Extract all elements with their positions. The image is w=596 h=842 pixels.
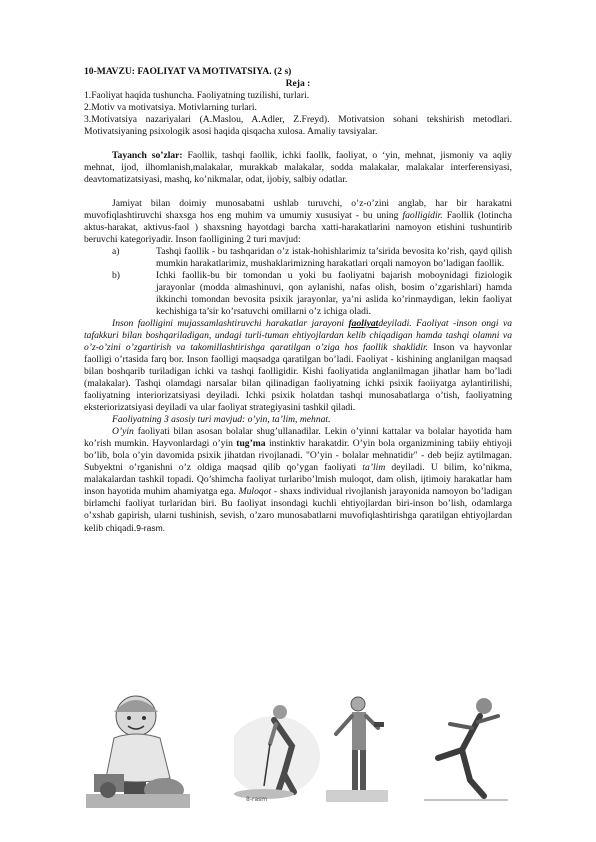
figures-row [84, 694, 512, 812]
paragraph-italic: faolligidir. [402, 210, 443, 221]
paragraph-italic: Inson faolligini mujassamlashtiruvchi harakatlar jarayoni [112, 318, 349, 329]
type-label: b) [112, 270, 120, 281]
page-title: 10-MAVZU: FAOLIYAT VA MOTIVATSIYA. (2 s) [84, 66, 292, 77]
golfer-image [234, 694, 324, 804]
paragraph-types: Faoliyatning 3 asosiy turi mavjud: o’yin, ta’lim, mehnat. [112, 414, 331, 425]
paragraph-text: Inson va hayvonlar faolligi o’rtasida farq bor. Inson faolligi maqsadga qaratilgan bo’ladi. Faoliyat - kishining anglanilgan maqsad bilan boshqarib turiladigan ichki va tashqi faolligidir. Kishi faoliyatida anglanilmagan jihatlar ham bo’ladi (malakalar). Tashqi olamdagi narsalar bilan qilinadigan faoliyatning ichki psixik faoiiyatga aylantirilishi, faoliyatning interiorizatsiyasi deyiladi. Ichki psixik holatdan tashqi munosabatlarga o’tish, faoliyatning eksteriorizatsiyasi deyiladi va ular faoliyat strategiyasini tashkil qiladi. [84, 342, 513, 413]
baby-playing-image [84, 694, 196, 812]
paragraph-italic: Muloqot [238, 486, 272, 497]
worker-image [324, 694, 394, 806]
term-faoliyat: faoliyat [348, 318, 379, 329]
plan-item-3: 3.Motivatsiya nazariyalari (A.Maslou, A.Adler, Z.Freyd). Motivatsion sohani tekshirish metodlari. Motivatsiyaning psixologik asosi haqida qisqacha xulosa. Amaliy tavsiyalar. [84, 114, 512, 137]
paragraph-play [84, 426, 512, 535]
key-words-label: Tayanch so’zlar: [112, 150, 183, 161]
paragraph-text: Faollik (lotincha aktus-harakat, aktivus-faol ) shaxsning hayotdagi barcha xatti-harakatlarini namoyon etishini tushuntirib beruvchi kategoriyadir. Inson faolligining 2 turi mavjud: [84, 210, 512, 245]
plan-item-2: 2.Motiv va motivatsiya. Motivlarning turlari. [84, 102, 257, 113]
paragraph-text: deyiladi. U bilim, ko’nikma, malakalardan tashkil topadi. Qo’shimcha faoliyat turlaribo’lmish muloqot, dam olish, ijtimoiy harakatlar ham inson hayotida muhim ahamiyatga ega. [84, 462, 512, 497]
paragraph-italic: deyiladi. Faoliyat -inson ongi va tafakkuri bilan boshqariladigan, undagi turli-tuman ehtiyojlardan kelib chiqadigan hamda tashqi olamni va o’z-o’zini o’zgartirish va takomillashtirishga qaratilgan o’ziga hos faollik shaklidir. [84, 318, 512, 353]
paragraph-text: - shaxs individual rivojlanish jarayonida namoyon bo’ladigan birlamchi faoliyat turlaridan biri. Bu faoliyat insondagi kuchli ehtiyojlardan biri-inson bo’lish, odamlarga o’xshab gapirish, ularni tushinish, sevish, o’zaro munosabatlarni muvofiqlashtirishga qaratilgan ehtiyojlardan kelib chiqadi. [84, 486, 512, 534]
type-item-a [84, 246, 512, 270]
paragraph-italic: ta’lim [362, 462, 386, 473]
figure-reference: 9-rasm. [136, 523, 166, 533]
type-text: Ichki faollik-bu bir tomondan u yoki bu faoliyatni bajarish moboynidagi fiziologik jarayonlar (modda almashinuvi, qon aylanishi, nafas olish, bosim o’zgarishlari) hamda ikkinchi tomondan bevosita psixik jarayonlar, ya’ni aslida ko’rinmaydigan, lekin faoliyat kechishiga ta’sir ko’rsatuvchi omillarni o’z ichiga oladi. [156, 270, 512, 317]
paragraph-text: instinktiv harakatdir. O’yin bola organizmining tabiiy ehtiyoji bo’lib, bola o’yin davomida psixik jihatdan rivojlanadi. "O’yin - bolalar mehnatidir" - deb bejiz aytilmagan. Subyektni o’rganishni o’z oldiga maqsad qilib qo’ygan faoliyati [84, 438, 512, 473]
type-text: Tashqi faollik - bu tashqaridan o’z istak-hohishlarimiz ta’sirida bevosita ko’rish, qayd qilish mumkin harakatlarimiz, mushaklarimizning harakatlari orqali namoyon bo’ladigan faollik. [156, 246, 512, 269]
paragraph-italic: O’yin [112, 426, 134, 437]
figure-caption: 8-rasm [246, 796, 268, 803]
athlete-image [414, 694, 512, 806]
key-words-paragraph [84, 150, 512, 186]
type-label: a) [112, 246, 120, 257]
plan-label: Reja : [285, 78, 311, 89]
type-item-b [84, 270, 512, 318]
document-page [84, 66, 512, 535]
plan-item-1: 1.Faoliyat haqida tushuncha. Faoliyatning tuzilishi, turlari. [84, 90, 310, 101]
paragraph-definition [84, 318, 512, 414]
key-words-text: Faollik, tashqi faollik, ichki faollk, faoliyat, o ‘yin, mehnat, jismoniy va aqliy mehnat, ijod, ilhomlanish,malakalar, murakkab malakalar, sodda malakalar, malakalar interferensiyasi, deavtomatizatsiyasi, mashq, ko’nikmalar, odat, ijobiy, salbiy odatlar. [84, 150, 512, 185]
paragraph-bold: tug’ma [236, 438, 266, 449]
paragraph-text: Jamiyat bilan doimiy munosabatni ushlab turuvchi, o’z-o’zini anglab, har bir harakatni muvofiqlashtiruvchi shaxsga hos eng muhim va umumiy xususiyat - bu uning [84, 198, 512, 221]
paragraph-text: faoliyati bilan asosan bolalar shug’ullanadilar. Lekin o’yinni kattalar va bolalar hayotida ham ko’rish mumkin. Hayvonlardagi o’yin [84, 426, 512, 449]
paragraph-activity [84, 198, 512, 246]
